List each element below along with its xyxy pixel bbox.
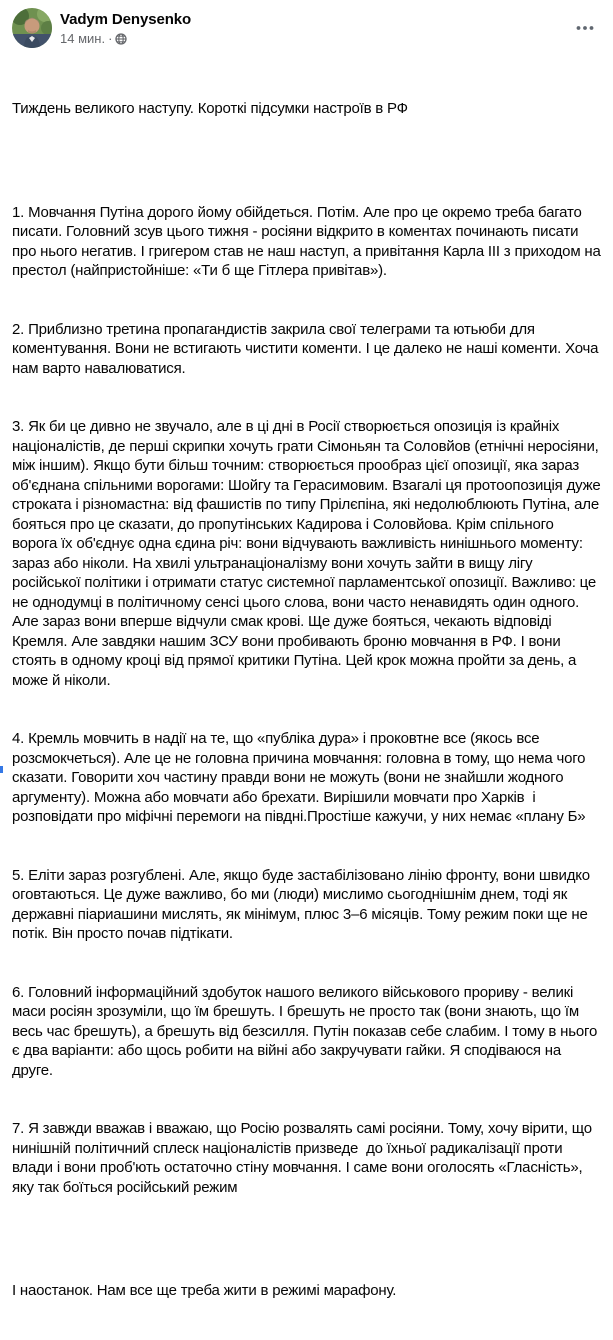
ellipsis-icon bbox=[575, 18, 595, 38]
author-name[interactable]: Vadym Denysenko bbox=[60, 11, 192, 28]
meta-separator: · bbox=[108, 31, 113, 46]
avatar-image bbox=[12, 8, 52, 48]
post-title: Тиждень великого наступу. Короткі підсумки настроїв в РФ bbox=[12, 100, 408, 117]
post-point-1: 1. Мовчання Путіна дорого йому обійдеться. Потім. Але про це окремо треба багато писати. Головний зсув цього тижня - росіяни відкрито в коментах починають писати про нього негатив. І григером став не наш наступ, а привітання Карла ІІІ з приходом на престол (найпристойніше: «Ти б ще Гітлера привітав»). bbox=[12, 203, 605, 279]
more-options-button[interactable] bbox=[569, 8, 597, 44]
post-points bbox=[12, 164, 605, 1237]
post-point-3: 3. Як би це дивно не звучало, але в ці дні в Росії створюється опозиція із крайніх націоналістів, де перші скрипки хочуть грати Сімоньян та Соловйов (етнічні неросіяни, між іншим). Якщо бути більш точним: створюється прообраз цієї опозиції, яка зараз об'єднана спільними ворогами: Шойгу та Герасимовим. Взагалі ця протоопозиція дуже строката і різномастна: від фашистів по типу Прілєпіна, які недолюблюють Путіна, але бояться про це сказати, до пропутінських Кадирова і Соловйова. Крім спільного ворога їх об'єднує одна єдина річ: вони відчувають важливість нинішнього моменту: зараз або ніколи. На хвилі ультранаціоналізму вони хочуть зайти в вищу лігу російської політики і отримати статус системної парламентської опозиції. Важливо: це не однодумці в політичному сенсі цього слова, вони часто ненавидять один одного. Але зараз вони вперше відчули смак крові. Ще дуже бояться, чекають відповіді Кремля. Але завдяки нашим ЗСУ вони пробивають броню мовчання в РФ. І вони стоять в одному кроці від прямої критики Путіна. Цей крок можна пройти за день, а може й ніколи. bbox=[12, 418, 605, 689]
globe-icon bbox=[115, 33, 127, 45]
post-meta bbox=[60, 30, 569, 47]
post-body bbox=[0, 56, 613, 1340]
post-point-7: 7. Я завжди вважав і вважаю, що Росію розвалять самі росіяни. Тому, хочу вірити, що нинішній політичний сплеск націоналістів призведе до їхньої радикалізації проти влади і вони проб'ють остаточно стіну мовчання. І саме вони оголосять «Гласність», яку так боїться російський режим bbox=[12, 1120, 596, 1196]
post-outro: І наостанок. Нам все ще треба жити в режимі марафону. bbox=[12, 1282, 397, 1299]
post-header bbox=[0, 0, 613, 56]
post-point-4: 4. Кремль мовчить в надії на те, що «публіка дура» і проковтне все (якось все розсмокчеться). Але це не головна причина мовчання: головна в тому, що нема чого сказати. Говорити хоч частину правди вони не можуть (вони не знайшли жодного аргументу). Можна або мовчати або брехати. Вирішили мовчати про Харків і розповідати про міфічні перемоги на півдні.Простіше кажучи, у них немає «плану Б» bbox=[12, 730, 590, 825]
post-point-2: 2. Приблизно третина пропагандистів закрила свої телеграми та ютьюби для коментування. Вони не встигають чистити коменти. І це далеко не наші коменти. Хоча нам варто навалюватися. bbox=[12, 320, 603, 377]
avatar[interactable] bbox=[12, 8, 52, 48]
timestamp[interactable]: 14 мин. bbox=[60, 31, 106, 46]
bottom-left-blue-artifact bbox=[0, 766, 3, 773]
header-text bbox=[60, 8, 569, 47]
post-point-6: 6. Головний інформаційний здобуток нашого великого військового прориву - великі маси росіян зрозуміли, що їм брешуть. І брешуть не просто так (вони знають, що їм весь час брешуть), а брешуть від безсилля. Путін показав себе слабим. І тому в нього є два варіанти: або щось робити на війні або закручувати гайки. Я сподіваюся на друге. bbox=[12, 983, 602, 1079]
post-point-5: 5. Еліти зараз розгублені. Але, якщо буде застабілізовано лінію фронту, вони швидко оговтаються. Це дуже важливо, бо ми (люди) мислимо сьогоднішнім днем, тоді як державні піариашини мислять, як мінімум, плюс 3–6 місяців. Тому режим поки ще не потік. Він просто почав підтікати. bbox=[12, 866, 594, 942]
